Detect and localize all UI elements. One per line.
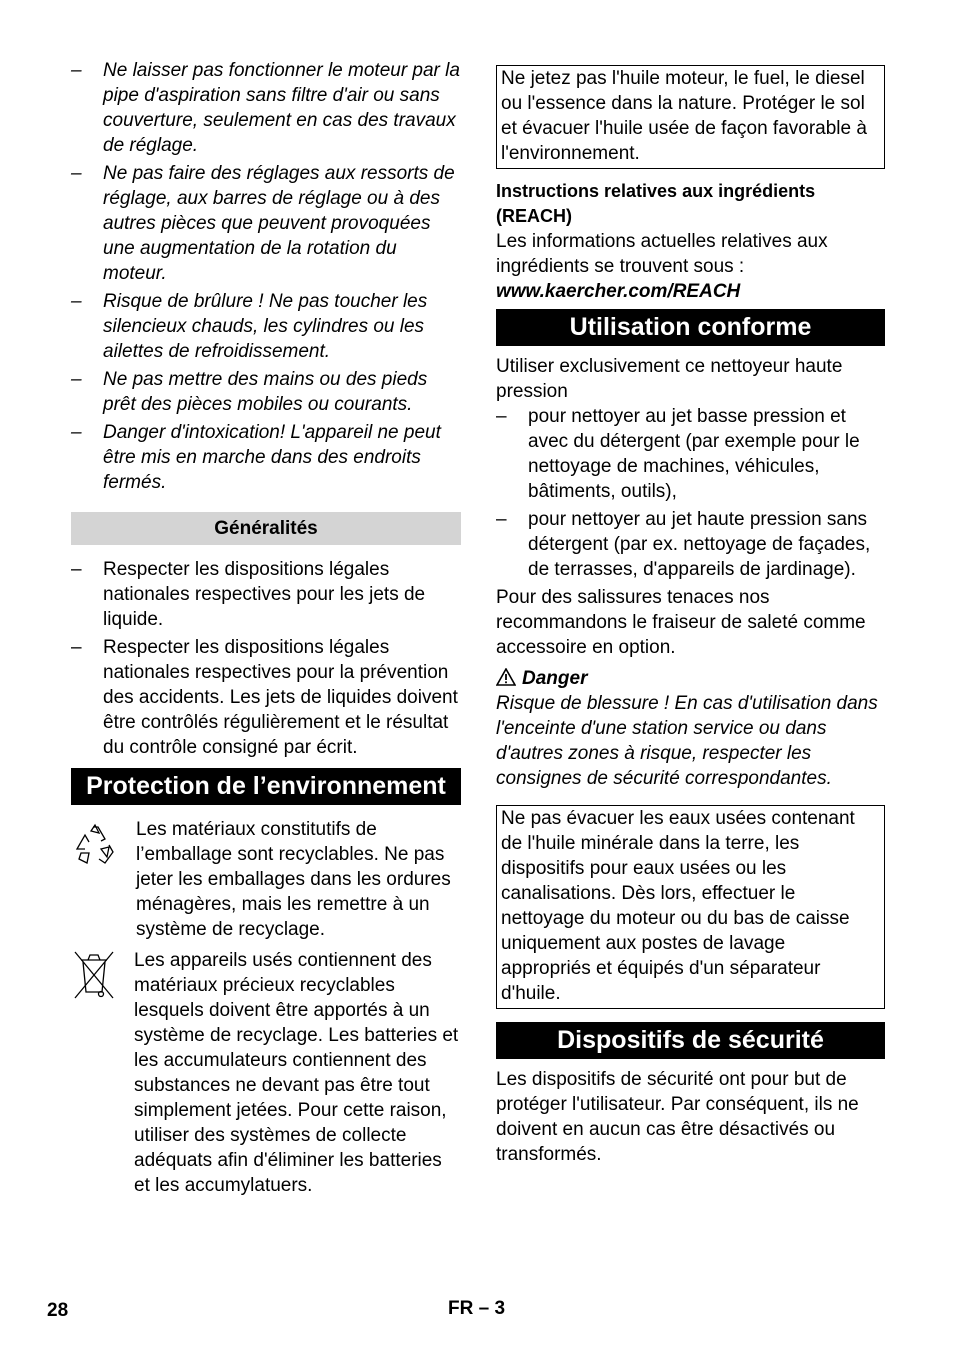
list-item: – Risque de brûlure ! Ne pas toucher les silencieux chauds, les cylindres ou les ailettes de refroidissement. xyxy=(71,291,428,362)
crossed-bin-icon xyxy=(71,950,117,1000)
page-number: 28 xyxy=(47,1300,69,1321)
utilisation-outro: Pour des salissures tenaces nos recommandons le fraiseur de saleté comme accessoire en option. xyxy=(496,587,866,658)
securite-heading: Dispositifs de sécurité xyxy=(496,1022,885,1059)
weee-text: Les appareils usés contiennent des matériaux précieux recyclables lesquels doivent être apportés à un système de recyclage. Les batteries et les accumulateurs contiennent des substances ne devant pas être tout simplement jetées. Pour cette raison, utiliser des systèmes de collecte adéquats afin d'éliminer les batteries et les accumylatuers. xyxy=(134,950,459,1196)
warning-triangle-icon xyxy=(496,668,516,686)
utilisation-heading: Utilisation conforme xyxy=(496,309,885,346)
list-item: – Ne laisser pas fonctionner le moteur par la pipe d'aspiration sans filtre d'air ou sans couverture, seulement en cas des travaux de réglage. xyxy=(71,60,460,156)
wastewater-notice-box: Ne pas évacuer les eaux usées contenant de l'huile minérale dans la terre, les dispositifs pour eaux usées ou les canalisations. Dès lors, effectuer le nettoyage du moteur ou du bas de caisse uniquement aux postes de lavage appropriés et équipés d'un séparateur d'huile. xyxy=(496,805,885,1009)
recycle-icon xyxy=(71,819,117,869)
environment-heading: Protection de l’environnement xyxy=(71,768,461,805)
oil-notice-box: Ne jetez pas l'huile moteur, le fuel, le diesel ou l'essence dans la nature. Protéger le sol et évacuer l'huile usée de façon favorable à l'environnement. xyxy=(496,65,885,169)
list-item: – Ne pas mettre des mains ou des pieds prêt des pièces mobiles ou courants. xyxy=(71,369,428,415)
right-column xyxy=(496,65,885,1167)
list-item: – Danger d'intoxication! L'appareil ne peut être mis en marche dans des endroits fermés. xyxy=(71,422,441,493)
generalites-heading: Généralités xyxy=(71,512,461,545)
reach-heading: Instructions relatives aux ingrédients (REACH) xyxy=(496,181,816,226)
reach-url: www.kaercher.com/REACH xyxy=(496,281,741,302)
safety-list xyxy=(71,58,461,495)
list-item: – Respecter les dispositions légales nationales respectives pour les jets de liquide. xyxy=(71,559,426,630)
recycle-block xyxy=(71,817,461,942)
generalites-list xyxy=(71,557,461,760)
list-item: – Ne pas faire des réglages aux ressorts de réglage, aux barres de réglage ou à des autres pièces que peuvent provoquées une augmentation de la rotation du moteur. xyxy=(71,163,455,284)
list-item: – pour nettoyer au jet haute pression sans détergent (par ex. nettoyage de façades, de terrasses, d'appareils de jardinage). xyxy=(496,509,871,580)
left-column xyxy=(71,58,461,1204)
danger-text: Risque de blessure ! En cas d'utilisation dans l'enceinte d'une station service ou dans d'autres zones à risque, respecter les consignes de sécurité correspondantes. xyxy=(496,693,878,789)
utilisation-list xyxy=(496,404,885,582)
section-ref: FR – 3 xyxy=(448,1298,506,1319)
list-item: – pour nettoyer au jet basse pression et avec du détergent (par exemple pour le nettoyage de machines, véhicules, bâtiments, outils), xyxy=(496,406,860,502)
securite-text: Les dispositifs de sécurité ont pour but de protéger l'utilisateur. Par conséquent, ils ne doivent en aucun cas être désactivés ou transformés. xyxy=(496,1069,859,1165)
recycle-text: Les matériaux constitutifs de l’emballage sont recyclables. Ne pas jeter les emballages dans les ordures ménagères, mais les remettre à un système de recyclage. xyxy=(136,819,451,940)
reach-text: Les informations actuelles relatives aux ingrédients se trouvent sous : xyxy=(496,231,828,277)
utilisation-intro: Utiliser exclusivement ce nettoyeur haute pression xyxy=(496,356,843,402)
weee-block xyxy=(71,948,461,1198)
list-item: – Respecter les dispositions légales nationales respectives pour la prévention des accidents. Les jets de liquides doivent être contrôlés régulièrement et le résultat du contrôle consigné par écrit. xyxy=(71,637,458,758)
danger-heading: Danger xyxy=(496,666,885,691)
